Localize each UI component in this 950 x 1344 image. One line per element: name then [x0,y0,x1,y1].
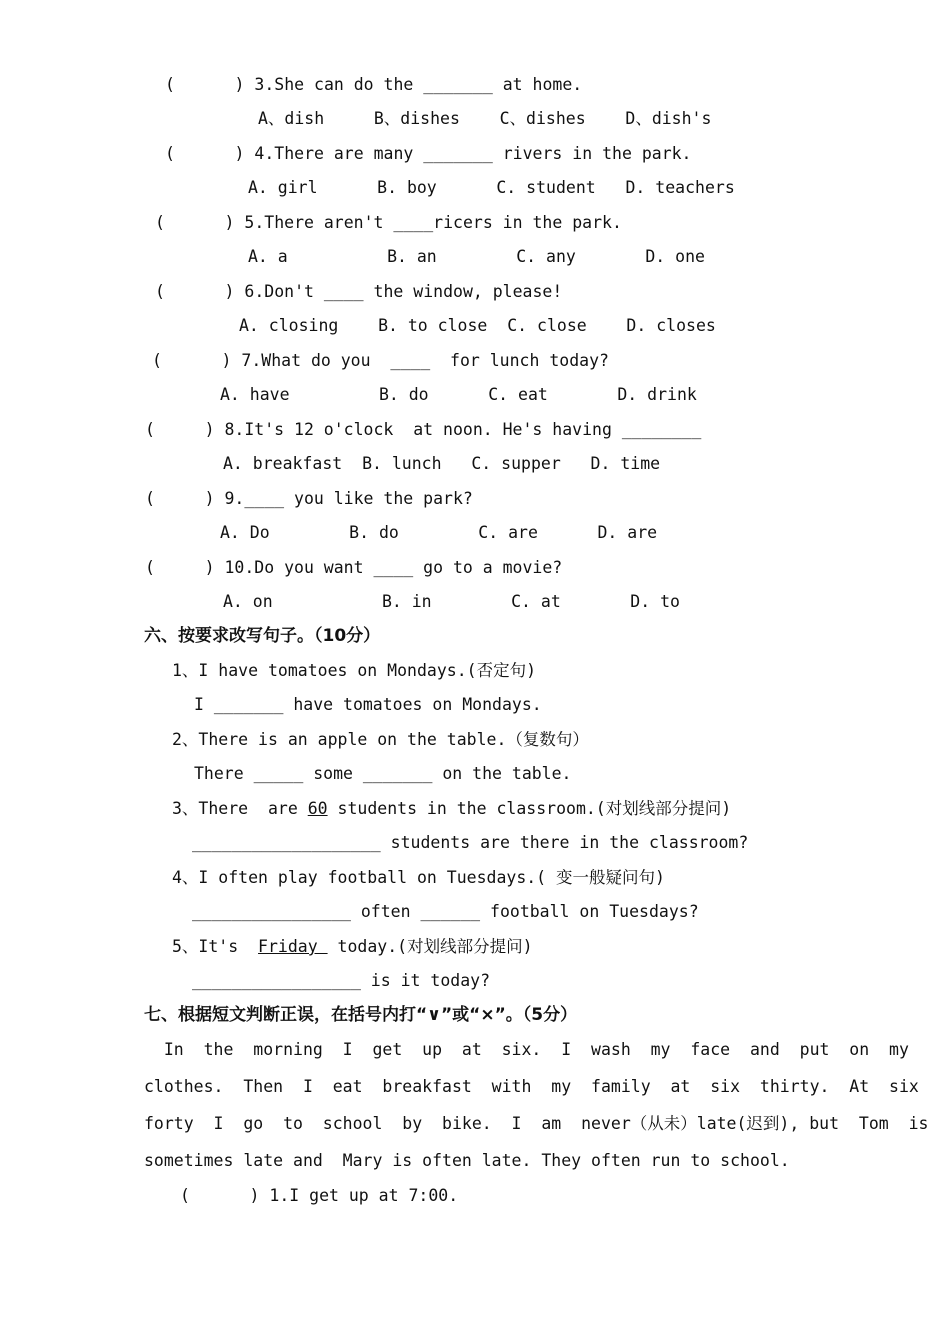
rewrite-4-answer: ________________ often ______ football on Tuesdays? [192,902,699,921]
passage-line-3: forty I go to school by bike. I am never（从未）late(迟到), but Tom is [144,1114,929,1133]
question-3-options: A、dish B、dishes C、dishes D、dish's [258,109,712,128]
question-6-options: A. closing B. to close C. close D. closes [239,316,716,335]
rewrite-4-prompt: 4、I often play football on Tuesdays.( 变一般疑问句) [172,868,665,887]
question-4-options: A. girl B. boy C. student D. teachers [248,178,735,197]
passage-line-1: In the morning I get up at six. I wash my face and put on my [144,1040,909,1059]
passage-line-4: sometimes late and Mary is often late. They often run to school. [144,1151,790,1170]
question-8: ( ) 8.It's 12 o'clock at noon. He's having ________ [145,420,702,439]
question-9: ( ) 9.____ you like the park? [145,489,473,508]
rewrite-3-prompt-pre: 3、There are [172,799,308,818]
question-4: ( ) 4.There are many _______ rivers in the park. [165,144,692,163]
question-5-options: A. a B. an C. any D. one [248,247,705,266]
question-7-options: A. have B. do C. eat D. drink [220,385,697,404]
rewrite-2-answer: There _____ some _______ on the table. [194,764,572,783]
question-7: ( ) 7.What do you ____ for lunch today? [152,351,609,370]
rewrite-3-prompt-post: students in the classroom.(对划线部分提问) [327,799,732,818]
question-5: ( ) 5.There aren't ____ricers in the park. [155,213,622,232]
rewrite-5-prompt-post: today.(对划线部分提问) [327,937,533,956]
question-3: ( ) 3.She can do the _______ at home. [165,75,583,94]
rewrite-5-answer: _________________ is it today? [192,971,491,990]
question-10-options: A. on B. in C. at D. to [223,592,680,611]
question-8-options: A. breakfast B. lunch C. supper D. time [223,454,661,473]
question-6: ( ) 6.Don't ____ the window, please! [155,282,563,301]
question-9-options: A. Do B. do C. are D. are [220,523,658,542]
passage-line-2: clothes. Then I eat breakfast with my family at six thirty. At six [144,1077,919,1096]
rewrite-1-answer: I _______ have tomatoes on Mondays. [194,695,542,714]
rewrite-5-underlined: Friday [258,937,328,956]
section-7-title: 七、根据短文判断正误，在括号内打“∨”或“×”。（5分） [144,1005,578,1025]
judge-question-1: ( ) 1.I get up at 7:00. [180,1186,459,1205]
rewrite-5-prompt-pre: 5、It's [172,937,259,956]
rewrite-2-prompt: 2、There is an apple on the table.（复数句） [172,730,589,749]
rewrite-1-prompt: 1、I have tomatoes on Mondays.(否定句) [172,661,537,680]
rewrite-5-prompt [172,936,533,958]
rewrite-3-underlined: 60 [307,799,328,818]
rewrite-3-answer: ___________________ students are there in the classroom? [192,833,749,852]
question-10: ( ) 10.Do you want ____ go to a movie? [145,558,563,577]
rewrite-3-prompt [172,798,731,820]
section-6-title: 六、按要求改写句子。（10分） [144,626,381,646]
